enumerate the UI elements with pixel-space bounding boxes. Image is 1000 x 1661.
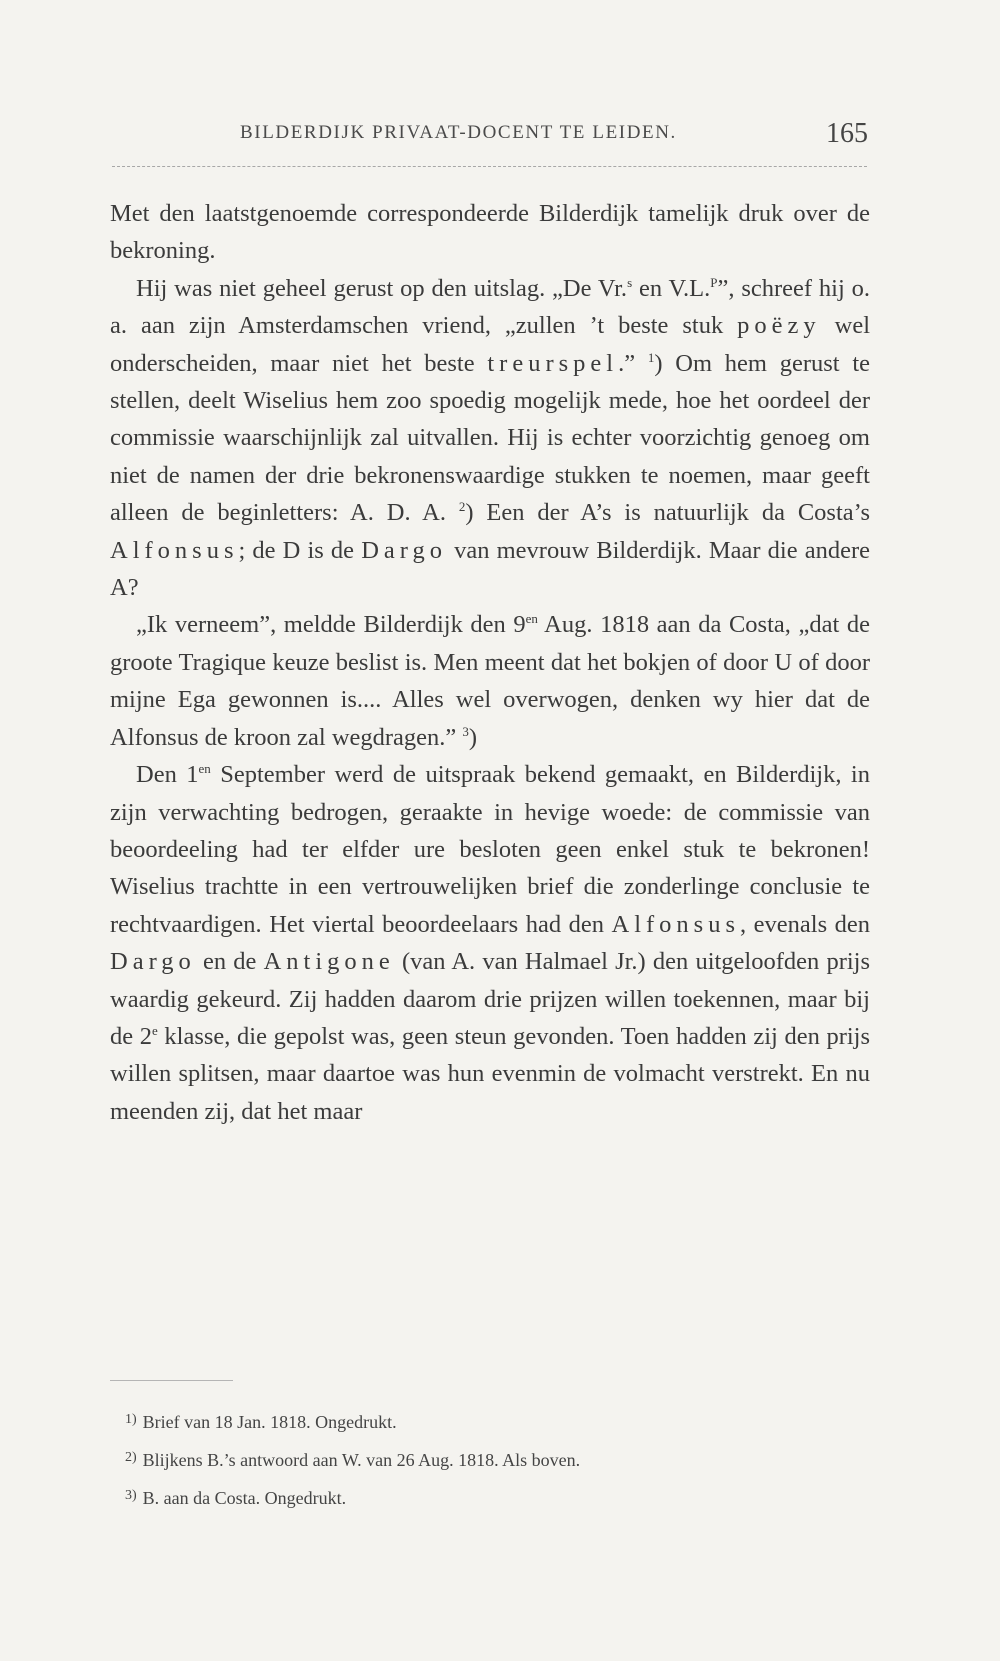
text-span: Den 1 <box>136 761 199 789</box>
text-span: .” <box>618 349 648 377</box>
text-span: Aug. 1818 aan da Costa, „dat de groote Tragique keuze beslist is. Men meent dat het bokjen of door U of door mijne Ega gewonnen is.... Alles wel overwogen, denken wy hier dat de Alfonsus de kroon zal wegdragen.” <box>110 611 870 751</box>
footnote-text: Blijkens B.’s antwoord aan W. van 26 Aug. 1818. Als boven. <box>142 1450 581 1470</box>
text-span: ) Een der A’s is natuurlijk da Costa’s <box>465 499 870 527</box>
text-span: en V.L. <box>632 274 711 302</box>
footnote-1 <box>125 1402 885 1440</box>
footnote-ref: 3 <box>462 723 469 739</box>
paragraph-2 <box>110 270 870 607</box>
text-span: en de <box>195 948 264 976</box>
text-span: , evenals den <box>740 910 870 938</box>
paragraph-3 <box>110 606 870 756</box>
spaced-word: Antigone <box>263 948 395 976</box>
superscript: en <box>525 611 538 627</box>
page-number: 165 <box>826 118 868 149</box>
text-span: ) <box>468 723 478 751</box>
footnote-mark: 2) <box>125 1450 137 1465</box>
text-span: van mevrouw Bilderdijk. Maar die andere A? <box>110 536 870 602</box>
text-span: ; de D is de <box>238 536 362 564</box>
body-text <box>110 195 870 1130</box>
spaced-word: treurspel <box>487 349 619 377</box>
text-span: Met den laatstgenoemde correspondeerde Bilderdijk tamelijk druk over de bekroning. <box>110 200 870 265</box>
spaced-word: Dargo <box>361 536 447 564</box>
text-span: September werd de uitspraak bekend gemaakt, en Bilderdijk, in zijn verwachting bedrogen, geraakte in hevige woede: de commissie van beoordeeling had ter elfder ure besloten geen enkel stuk te bekronen! Wiselius trachtte in een vertrouwelijken brief die zonderlinge conclusie te rechtvaardigen. Het viertal beoordeelaars had den <box>110 761 870 938</box>
paragraph-1 <box>110 195 870 270</box>
footnote-mark: 3) <box>125 1488 137 1503</box>
footnote-2 <box>125 1440 885 1478</box>
spaced-word: Alfonsus <box>611 910 740 938</box>
text-span: wel onderscheiden, maar niet het beste <box>110 312 870 377</box>
footnote-text: B. aan da Costa. Ongedrukt. <box>142 1488 347 1508</box>
text-span: ) Om hem gerust te stellen, deelt Wiselius hem zoo spoedig mogelijk mede, hoe het oordeel der commissie waarschijnlijk zal uitvallen. Hij is echter voorzichtig genoeg om niet de namen der drie bekronenswaardige stukken te noemen, maar geeft alleen de beginletters: A. D. A. <box>110 349 870 527</box>
footnotes <box>125 1402 885 1516</box>
text-span: klasse, die gepolst was, geen steun gevonden. Toen hadden zij den prijs willen splitsen, maar daartoe was hun evenmin de volmacht verstrekt. En nu meenden zij, dat het maar <box>110 1022 871 1125</box>
text-span: ”, schreef hij o. a. aan zijn Amsterdamschen vriend, „zullen ’t beste stuk <box>110 274 871 340</box>
superscript: P <box>710 274 718 290</box>
footnote-mark: 1) <box>125 1412 137 1427</box>
superscript: en <box>198 761 211 777</box>
text-span: (van A. van Halmael Jr.) den uitgeloofden prijs waardig gekeurd. Zij hadden daarom drie prijzen willen toekennen, maar bij de 2 <box>110 948 871 1050</box>
running-title: BILDERDIJK PRIVAAT-DOCENT TE LEIDEN. <box>240 122 677 143</box>
footnote-ref: 1 <box>647 349 655 365</box>
spaced-word: Dargo <box>110 948 196 976</box>
footnote-ref: 2 <box>458 499 466 515</box>
spaced-word: Alfonsus <box>110 536 239 564</box>
superscript: s <box>627 274 633 290</box>
text-span: Hij was niet geheel gerust op den uitslag. „De Vr. <box>136 274 628 302</box>
footnote-rule <box>110 1380 233 1381</box>
paragraph-4 <box>110 756 870 1130</box>
page-header <box>110 118 870 158</box>
footnote-text: Brief van 18 Jan. 1818. Ongedrukt. <box>142 1412 397 1432</box>
header-rule <box>112 166 867 167</box>
text-span: „Ik verneem”, meldde Bilderdijk den 9 <box>136 611 526 639</box>
superscript: e <box>152 1022 158 1038</box>
spaced-word: poëzy <box>737 312 821 340</box>
footnote-3 <box>125 1478 885 1516</box>
